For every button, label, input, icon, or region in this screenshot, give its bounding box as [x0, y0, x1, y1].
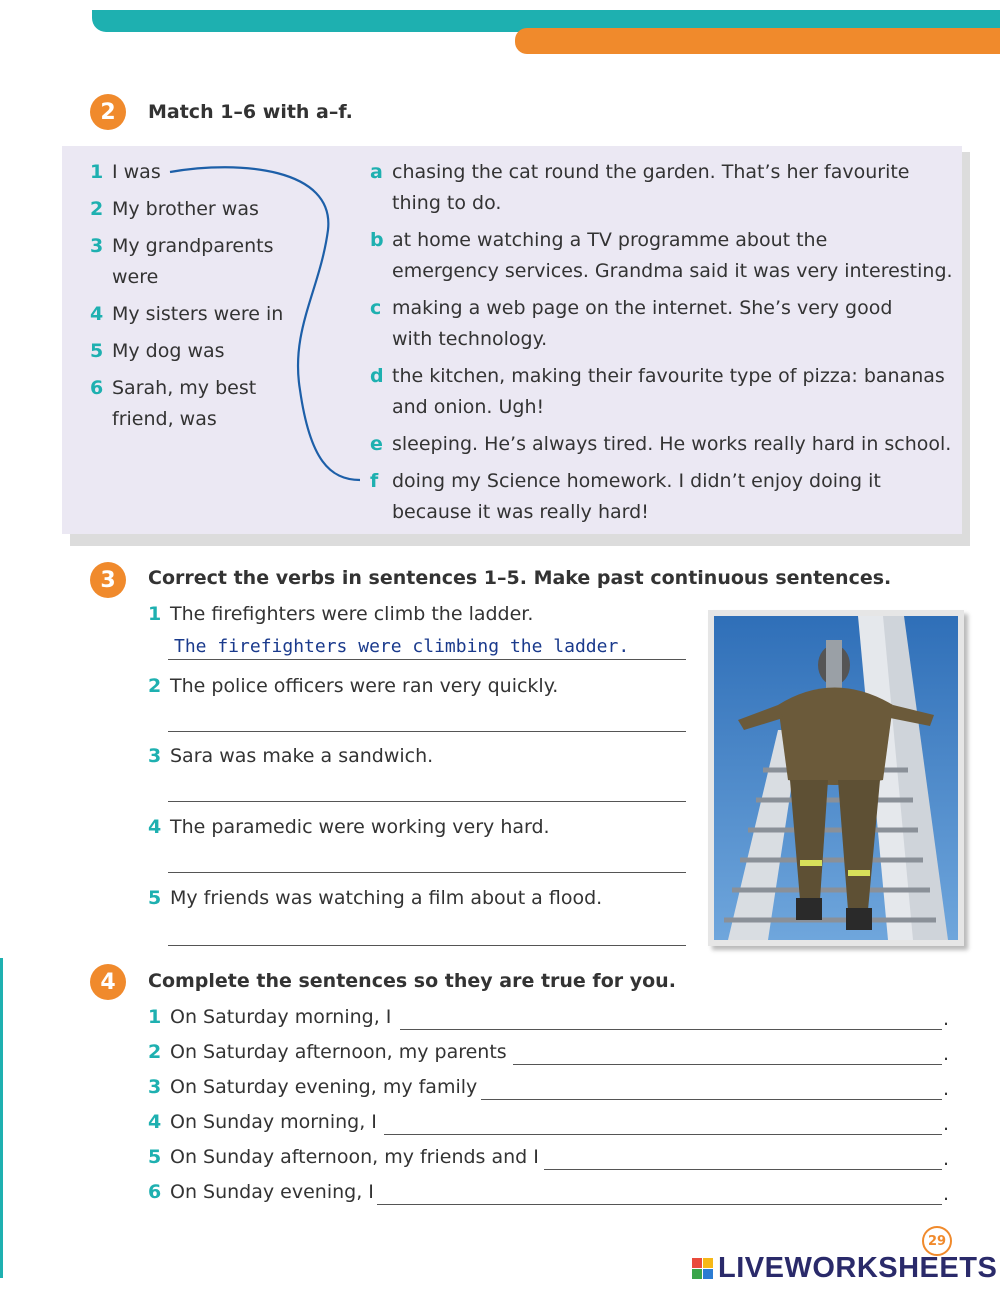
match-right-c — [370, 293, 892, 355]
ex4-period-2: . — [943, 1043, 950, 1065]
item-text: Sara was make a sandwich. — [170, 745, 434, 767]
item-text: the kitchen, making their favourite type of pizza: bananas — [392, 365, 945, 387]
match-left-1 — [90, 157, 161, 188]
ex4-answer-line-1[interactable] — [400, 1029, 942, 1030]
item-text-continued: were — [112, 266, 159, 288]
item-text: On Saturday morning, I — [170, 1006, 392, 1028]
item-text: On Saturday afternoon, my parents — [170, 1041, 507, 1063]
firefighter-photo — [708, 610, 964, 946]
exercise-4-title: Complete the sentences so they are true for you. — [148, 970, 676, 992]
item-number: 2 — [148, 1041, 162, 1063]
item-text: On Saturday evening, my family — [170, 1076, 478, 1098]
exercise-3-title: Correct the verbs in sentences 1–5. Make past continuous sentences. — [148, 567, 892, 589]
item-number: 5 — [90, 340, 104, 362]
ex4-answer-line-2[interactable] — [513, 1064, 942, 1065]
item-text: On Sunday morning, I — [170, 1111, 377, 1133]
item-text: My friends was watching a film about a flood. — [170, 887, 603, 909]
item-text: On Sunday evening, I — [170, 1181, 374, 1203]
item-text: The police officers were ran very quickly. — [170, 675, 559, 697]
exercise-2-number: 2 — [90, 94, 126, 130]
item-text-continued: with technology. — [392, 328, 548, 350]
ex4-period-3: . — [943, 1078, 950, 1100]
item-text-continued: and onion. Ugh! — [392, 396, 545, 418]
match-right-b — [370, 225, 953, 287]
page-number: 29 — [922, 1226, 952, 1256]
ex4-item-3 — [148, 1072, 477, 1103]
left-edge-line — [0, 958, 3, 1278]
item-text: My grandparents — [112, 235, 274, 257]
item-number: 1 — [148, 1006, 162, 1028]
match-right-f — [370, 466, 881, 528]
ex4-period-1: . — [943, 1008, 950, 1030]
ex4-item-4 — [148, 1107, 377, 1138]
ex3-example-answer: The firefighters were climbing the ladder. — [174, 636, 630, 657]
item-text: sleeping. He’s always tired. He works really hard in school. — [392, 433, 952, 455]
item-number: 3 — [148, 1076, 162, 1098]
item-text: My brother was — [112, 198, 259, 220]
item-letter: f — [370, 470, 379, 492]
ex3-item-3 — [148, 741, 433, 772]
item-letter: b — [370, 229, 384, 251]
item-number: 4 — [90, 303, 104, 325]
item-text: at home watching a TV programme about the — [392, 229, 828, 251]
ex3-item-4 — [148, 812, 550, 843]
item-text: chasing the cat round the garden. That’s her favourite — [392, 161, 910, 183]
item-text: My sisters were in — [112, 303, 284, 325]
liveworksheets-logo-icon — [692, 1258, 714, 1280]
ex4-answer-line-6[interactable] — [377, 1204, 942, 1205]
item-text-continued: thing to do. — [392, 192, 502, 214]
item-number: 2 — [90, 198, 104, 220]
liveworksheets-brand[interactable]: LIVEWORKSHEETS — [718, 1252, 998, 1284]
item-text: making a web page on the internet. She’s very good — [392, 297, 893, 319]
item-number: 3 — [148, 745, 162, 767]
firefighter-on-ladder-icon — [708, 610, 964, 946]
item-number: 2 — [148, 675, 162, 697]
exercise-4-number: 4 — [90, 964, 126, 1000]
item-number: 6 — [148, 1181, 162, 1203]
ex3-answer-line-5[interactable] — [168, 945, 686, 946]
match-right-e — [370, 429, 951, 460]
item-text: Sarah, my best — [112, 377, 257, 399]
exercise-2-title: Match 1–6 with a–f. — [148, 101, 353, 123]
ex3-answer-line-1[interactable] — [168, 659, 686, 660]
match-line-1-f — [160, 160, 380, 490]
match-right-a — [370, 157, 910, 219]
item-letter: d — [370, 365, 384, 387]
ex3-answer-line-4[interactable] — [168, 872, 686, 873]
ex4-answer-line-3[interactable] — [481, 1099, 942, 1100]
ex3-item-5 — [148, 883, 602, 914]
ex3-answer-line-2[interactable] — [168, 731, 686, 732]
item-number: 6 — [90, 377, 104, 399]
ex4-item-6 — [148, 1177, 374, 1208]
header-orange-bar — [515, 28, 1000, 54]
item-number: 4 — [148, 816, 162, 838]
item-text: The firefighters were climb the ladder. — [170, 603, 534, 625]
item-text-continued: friend, was — [112, 408, 217, 430]
ex4-period-5: . — [943, 1148, 950, 1170]
match-right-d — [370, 361, 945, 423]
item-number: 1 — [90, 161, 104, 183]
ex3-item-1 — [148, 599, 533, 630]
item-letter: c — [370, 297, 382, 319]
ex4-item-1 — [148, 1002, 391, 1033]
item-number: 5 — [148, 887, 162, 909]
item-text: I was — [112, 161, 161, 183]
item-text: My dog was — [112, 340, 225, 362]
item-number: 3 — [90, 235, 104, 257]
item-text: doing my Science homework. I didn’t enjoy doing it — [392, 470, 881, 492]
ex4-item-2 — [148, 1037, 507, 1068]
ex4-answer-line-5[interactable] — [544, 1169, 942, 1170]
ex3-answer-line-3[interactable] — [168, 801, 686, 802]
item-text: On Sunday afternoon, my friends and I — [170, 1146, 539, 1168]
item-number: 5 — [148, 1146, 162, 1168]
item-letter: a — [370, 161, 383, 183]
item-text-continued: because it was really hard! — [392, 501, 649, 523]
item-letter: e — [370, 433, 383, 455]
exercise-3-number: 3 — [90, 562, 126, 598]
item-text-continued: emergency services. Grandma said it was very interesting. — [392, 260, 953, 282]
ex4-answer-line-4[interactable] — [384, 1134, 942, 1135]
item-number: 1 — [148, 603, 162, 625]
ex4-period-4: . — [943, 1113, 950, 1135]
ex4-item-5 — [148, 1142, 539, 1173]
ex4-period-6: . — [943, 1183, 950, 1205]
ex3-item-2 — [148, 671, 558, 702]
item-number: 4 — [148, 1111, 162, 1133]
item-text: The paramedic were working very hard. — [170, 816, 550, 838]
